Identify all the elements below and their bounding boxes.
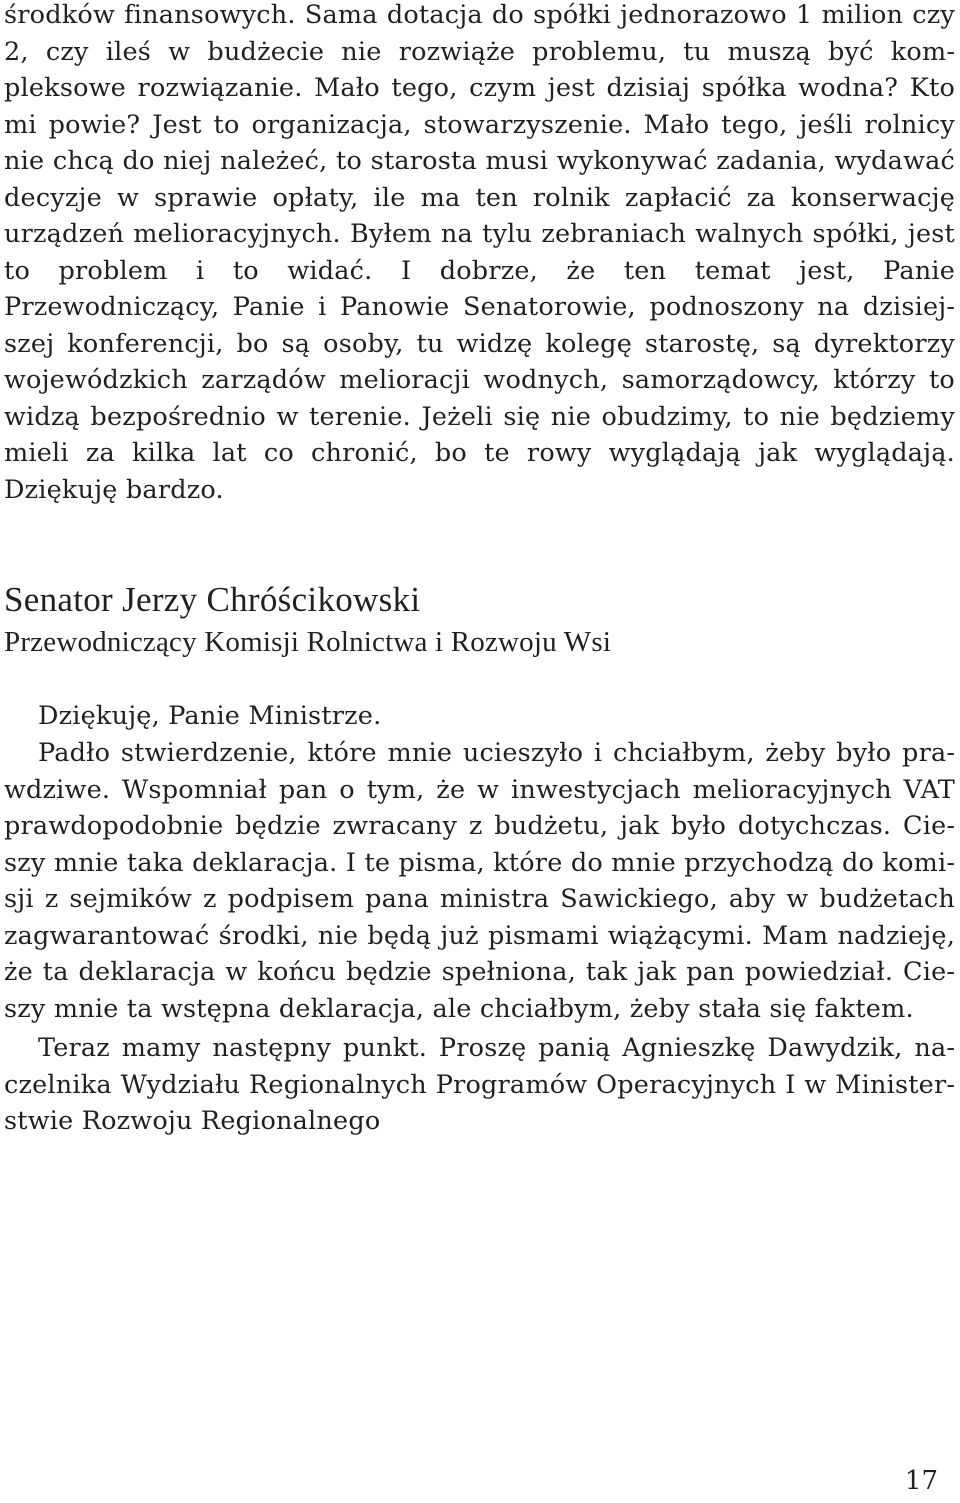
body-paragraph-greeting: Dziękuję, Panie Ministrze. — [38, 701, 382, 731]
body-paragraph-next-item: Teraz mamy następny punkt. Proszę panią Agnieszkę Dawydzik, naczelnika Wydziału Regionalnych Programów Operacyjnych I w Ministerstwie Rozwoju Regionalnego — [4, 1033, 955, 1136]
page-number: 17 — [904, 1466, 938, 1496]
body-paragraph-statement: Padło stwierdzenie, które mnie ucieszyło i chciałbym, żeby było prawdziwe. Wspomniał pan o tym, że w inwestycjach melioracyjnych VAT prawdopodobnie będzie zwracany z budżetu, jak było dotychczas. Cieszy mnie taka deklaracja. I te pisma, które do mnie przychodzą do komisji z sejmików z podpisem pana ministra Sawickiego, aby w budżetach zagwarantować środki, nie będą już pismami wiążącymi. Mam nadzieję, że ta deklaracja w końcu będzie spełniona, tak jak pan powiedział. Cieszy mnie ta wstępna deklaracja, ale chciałbym, żeby stała się faktem. — [4, 738, 955, 1024]
body-paragraph-continuation: środków finansowych. Sama dotacja do spółki jednorazowo 1 milion czy 2, czy ileś w budżecie nie rozwiąże problemu, tu muszą być kompleksowe rozwiązanie. Mało tego, czym jest dzisiaj spółka wodna? Kto mi powie? Jest to organizacja, stowarzyszenie. Mało tego, jeśli rolnicy nie chcą do niej należeć, to starosta musi wykonywać zadania, wydawać decyzje w sprawie opłaty, ile ma ten rolnik zapłacić za konserwację urządzeń melioracyjnych. Byłem na tylu zebraniach walnych spółki, jest to problem i to widać. I dobrze, że ten temat jest, Panie Przewodniczący, Panie i Panowie Senatorowie, podnoszony na dzisiejszej konferencji, bo są osoby, tu widzę kolegę starostę, są dyrektorzy wojewódzkich zarządów melioracji wodnych, samorządowcy, którzy to widzą bezpośrednio w terenie. Jeżeli się nie obudzimy, to nie będziemy mieli za kilka lat co chronić, bo te rowy wyglądają jak wyglądają. Dziękuję bardzo. — [4, 0, 955, 505]
speaker-name-heading: Senator Jerzy Chróścikowski — [4, 580, 421, 619]
speaker-role-subheading: Przewodniczący Komisji Rolnictwa i Rozwoju Wsi — [4, 626, 612, 658]
